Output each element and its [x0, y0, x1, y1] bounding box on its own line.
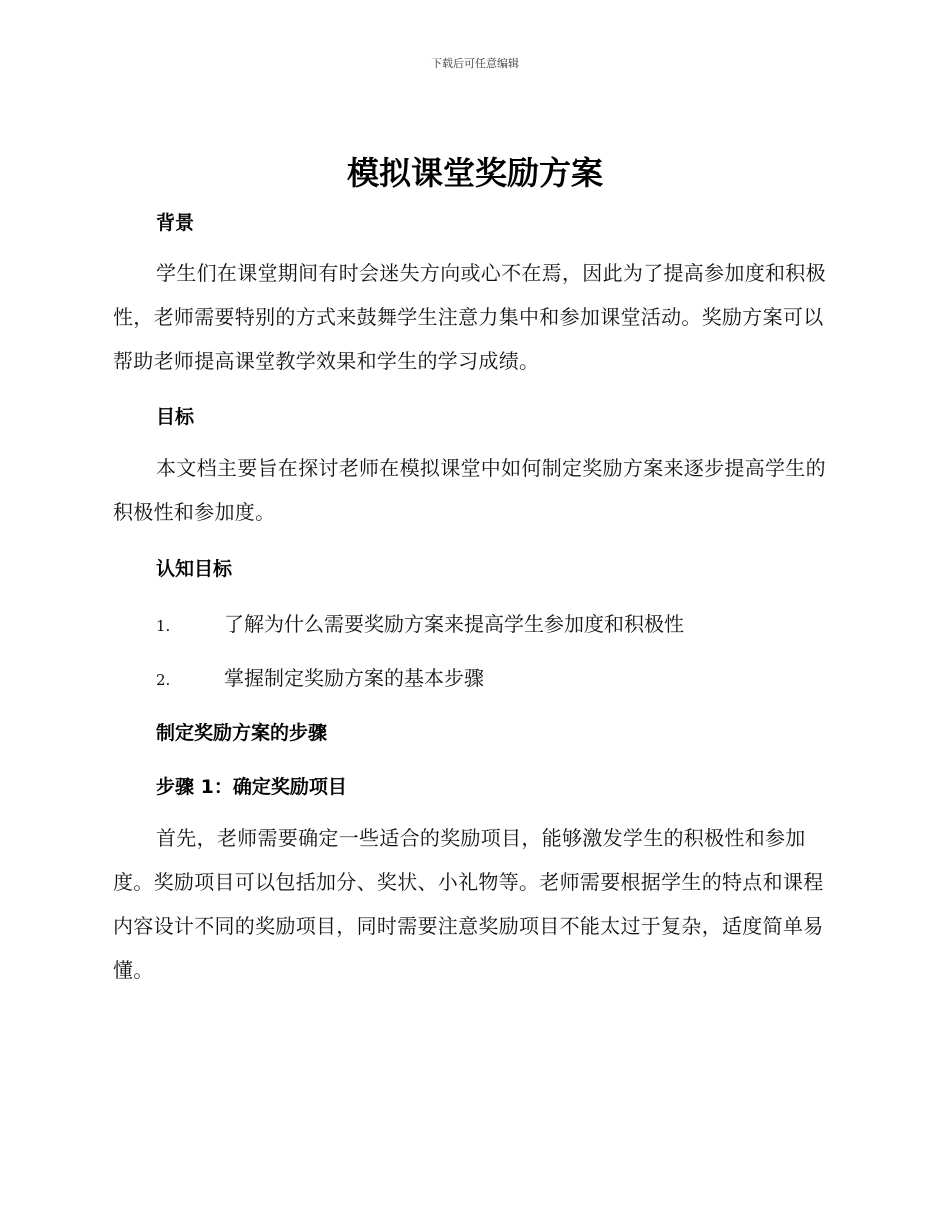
list-item	[156, 608, 836, 637]
step1-heading: 步骤 1：确定奖励项目	[156, 776, 347, 798]
background-heading: 背景	[156, 212, 195, 234]
steps-heading: 制定奖励方案的步骤	[156, 722, 328, 744]
document-title: 模拟课堂奖励方案	[346, 154, 603, 192]
list-item-number: 2.	[156, 671, 171, 689]
list-item-text: 了解为什么需要奖励方案来提高学生参加度和积极性	[224, 612, 684, 636]
header-note: 下载后可任意编辑	[431, 57, 519, 70]
cognitive-heading: 认知目标	[156, 558, 233, 580]
step1-paragraph: 首先，老师需要确定一些适合的奖励项目，能够激发学生的积极性和参加度。奖励项目可以包括加分、奖状、小礼物等。老师需要根据学生的特点和课程内容设计不同的奖励项目，同时需要注意奖励项目不能太过于复杂，适度简单易懂。	[113, 826, 824, 982]
list-item	[156, 662, 836, 691]
background-paragraph: 学生们在课堂期间有时会迷失方向或心不在焉，因此为了提高参加度和积极性，老师需要特别的方式来鼓舞学生注意力集中和参加课堂活动。奖励方案可以帮助老师提高课堂教学效果和学生的学习成绩。	[113, 261, 826, 373]
list-item-text: 掌握制定奖励方案的基本步骤	[224, 666, 484, 690]
goal-heading: 目标	[156, 406, 195, 428]
goal-paragraph: 本文档主要旨在探讨老师在模拟课堂中如何制定奖励方案来逐步提高学生的积极性和参加度。	[113, 456, 826, 524]
list-item-number: 1.	[156, 617, 171, 635]
